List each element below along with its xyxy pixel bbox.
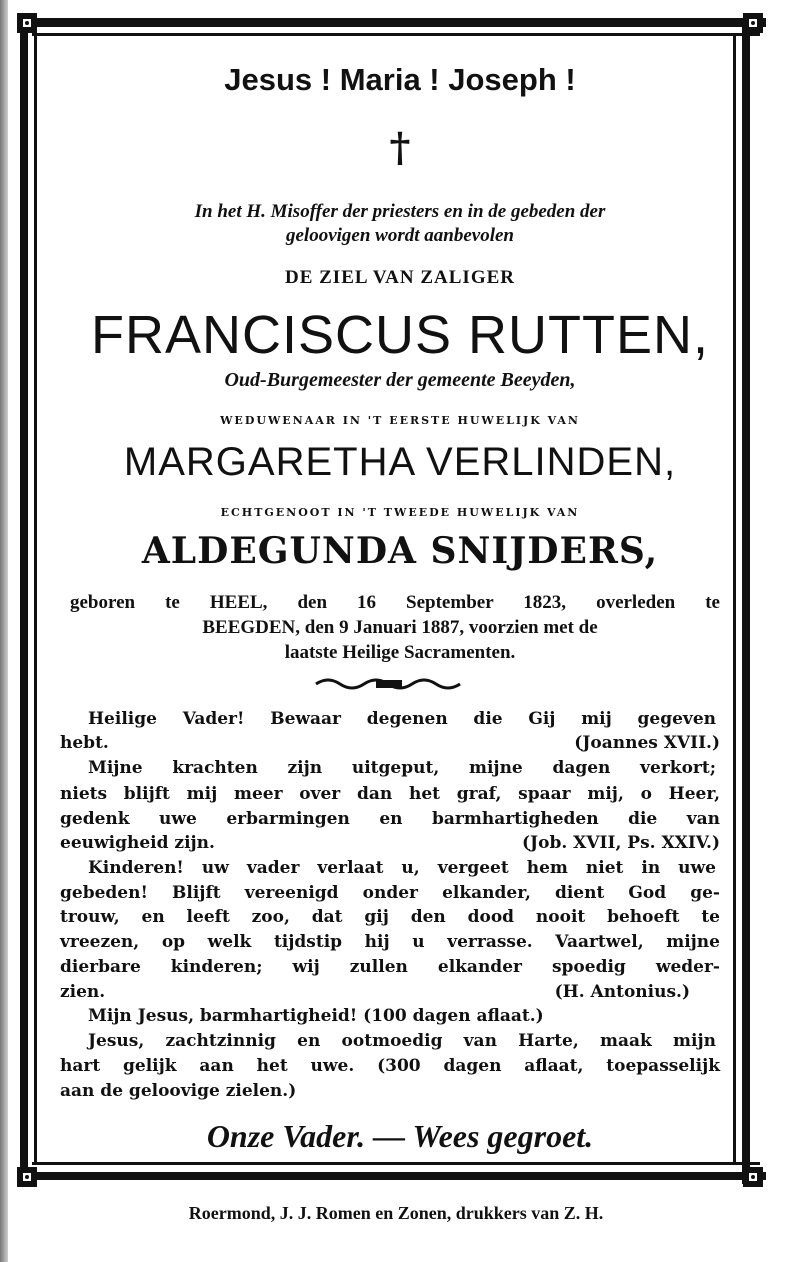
scan-edge <box>0 0 8 1262</box>
prayer-3-line-6 <box>60 982 720 1002</box>
prayer-1-line-1: Heilige Vader! Bewaar degenen die Gij mij gegeven <box>88 709 716 729</box>
border-bottom-inner <box>32 1162 760 1165</box>
border-top <box>26 18 766 27</box>
prayer-3-line-4: vreezen, op welk tijdstip hij u verrasse. Vaartwel, mijne <box>60 932 720 952</box>
prayer-3-reference: (H. Antonius.) <box>554 982 690 1002</box>
intro-line-1: In het H. Misoffer der priesters en in de gebeden der <box>194 201 606 222</box>
soul-heading: DE ZIEL VAN ZALIGER <box>284 267 515 288</box>
printer-credit: Roermond, J. J. Romen en Zonen, drukkers van Z. H. <box>188 1203 604 1223</box>
wavy-divider-icon <box>314 676 464 692</box>
prayer-5-line-2: hart gelijk aan het uwe. (300 dagen aflaat, toepasselijk <box>60 1056 720 1076</box>
prayer-3-line-1: Kinderen! uw vader verlaat u, vergeet hem niet in uwe <box>88 858 716 878</box>
prayer-2-line-4 <box>60 833 720 853</box>
border-right <box>742 24 750 1184</box>
border-bottom <box>26 1172 766 1180</box>
prayer-2-text: eeuwigheid zijn. <box>60 833 215 853</box>
prayer-5-line-3: aan de geloovige zielen.) <box>60 1081 297 1101</box>
prayer-3-line-3: trouw, en leeft zoo, dat gij den dood nooit behoeft te <box>60 907 720 927</box>
intro-line-2: geloovigen wordt aanbevolen <box>286 225 514 246</box>
corner-ornament-icon <box>740 1164 766 1190</box>
life-line-1: geboren te HEEL, den 16 September 1823, overleden te <box>70 592 720 613</box>
prayer-3-text: zien. <box>60 982 106 1002</box>
prayer-2-line-1: Mijne krachten zijn uitgeput, mijne dagen verkort; <box>88 758 716 778</box>
life-line-2: BEEGDEN, den 9 Januari 1887, voorzien met de <box>202 617 598 638</box>
prayer-2-line-2: niets blijft mij meer over dan het graf, spaar mij, o Heer, <box>60 784 720 804</box>
cross-icon: † <box>389 124 411 171</box>
prayer-2-reference: (Job. XVII, Ps. XXIV.) <box>522 833 720 853</box>
closing-prayers: Onze Vader. — Wees gegroet. <box>206 1118 594 1154</box>
prayer-1-reference: (Joannes XVII.) <box>574 733 720 753</box>
prayer-3-line-5: dierbare kinderen; wij zullen elkander spoedig weder- <box>60 957 720 977</box>
border-top-inner <box>32 33 760 36</box>
prayer-2-line-3: gedenk uwe erbarmingen en barmhartigheden die van <box>60 809 720 829</box>
prayer-1-text: hebt. <box>60 733 109 753</box>
invocation-title: Jesus ! Maria ! Joseph ! <box>224 62 576 97</box>
deceased-title: Oud-Burgemeester der gemeente Beeyden, <box>224 369 576 391</box>
life-line-3: laatste Heilige Sacramenten. <box>284 642 516 663</box>
spouse-label: ECHTGENOOT IN 'T TWEEDE HUWELIJK VAN <box>220 506 580 519</box>
first-wife-name: MARGARETHA VERLINDEN, <box>123 440 677 484</box>
prayer-1-line-2 <box>60 733 720 753</box>
second-wife-name: ALDEGUNDA SNIJDERS, <box>141 530 659 572</box>
border-left-inner <box>34 36 37 1162</box>
prayer-4-line-1: Mijn Jesus, barmhartigheid! (100 dagen aflaat.) <box>88 1006 544 1026</box>
deceased-name: FRANCISCUS RUTTEN, <box>90 305 709 365</box>
prayer-3-line-2: gebeden! Blijft vereenigd onder elkander, dient God ge- <box>60 883 720 903</box>
border-left <box>20 24 28 1184</box>
corner-ornament-icon <box>740 10 766 36</box>
corner-ornament-icon <box>14 1164 40 1190</box>
corner-ornament-icon <box>14 10 40 36</box>
prayer-5-line-1: Jesus, zachtzinnig en ootmoedig van Harte, maak mijn <box>88 1031 716 1051</box>
widower-label: WEDUWENAAR IN 'T EERSTE HUWELIJK VAN <box>220 414 580 427</box>
